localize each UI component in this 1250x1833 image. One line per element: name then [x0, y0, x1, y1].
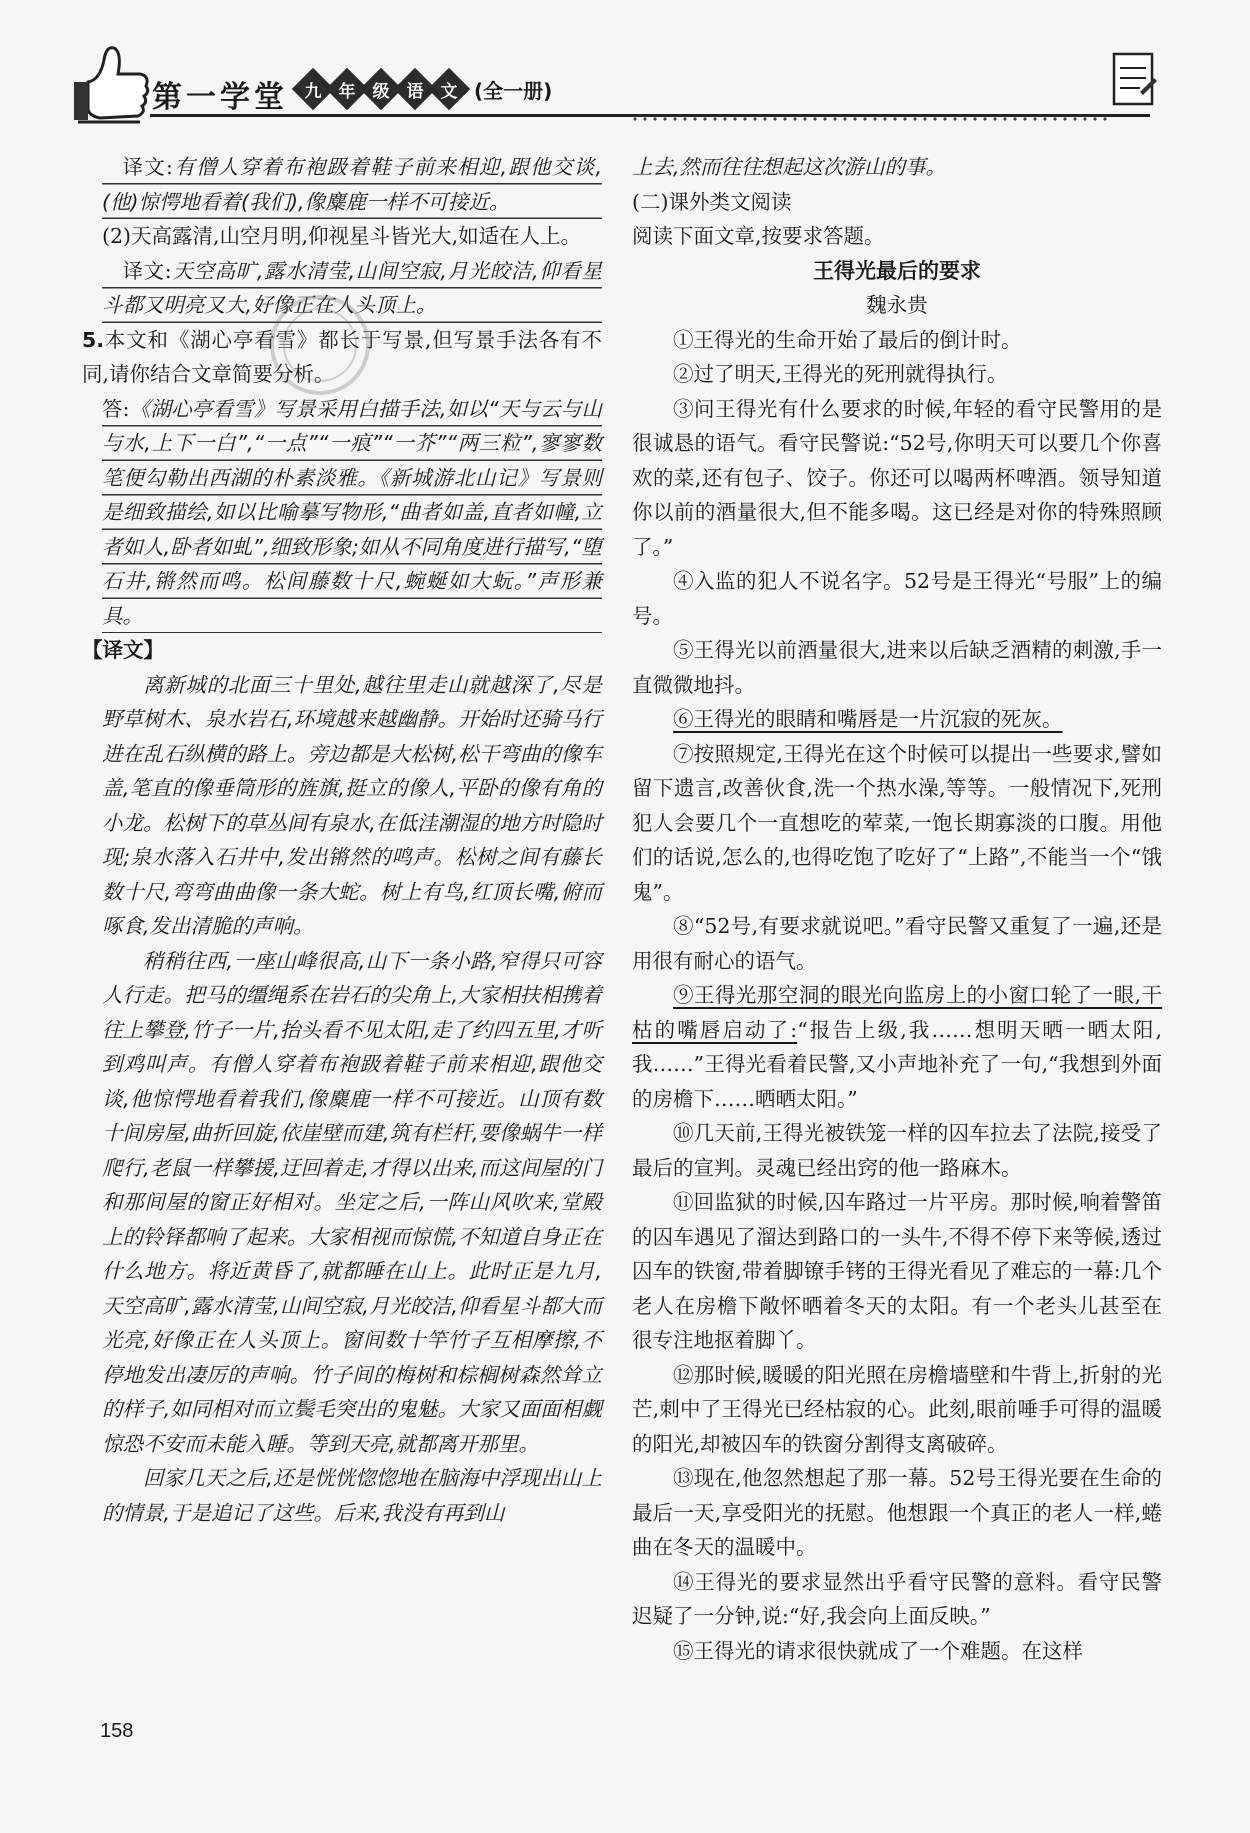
- article-paragraph: ⑮王得光的请求很快就成了一个难题。在这样: [673, 1638, 1083, 1663]
- article-paragraph: ⑨王得光那空洞的眼光向监房上的小窗口轮了一眼,干枯的嘴唇启动了:“报告上级,我……想明天晒一晒太阳,我……”王得光看着民警,又小声地补充了一句,“我想到外面的房檐下……晒晒太阳。”: [632, 983, 1162, 1111]
- translation-label: 译文:: [122, 258, 172, 283]
- question-number: 5.: [82, 327, 105, 352]
- question-2: (2)天高露清,山空月明,仰视星斗皆光大,如适在人上。: [102, 224, 582, 248]
- translation-label: 译文:: [122, 155, 173, 179]
- article-paragraph: ②过了明天,王得光的死刑就得执行。: [673, 362, 1008, 386]
- article-paragraph: ⑫那时候,暖暖的阳光照在房檐墙壁和牛背上,折射的光芒,刺中了王得光已经枯寂的心。此刻,眼前唾手可得的温暖的阳光,却被囚车的铁窗分割得支离破碎。: [632, 1362, 1162, 1456]
- instruction: 阅读下面文章,按要求答题。: [632, 224, 885, 248]
- stamp-watermark-icon: [265, 290, 375, 400]
- translation-answer-1: [102, 150, 602, 219]
- translation-paragraph: 稍稍往西,一座山峰很高,山下一条小路,窄得只可容人行走。把马的缰绳系在岩石的尖角上,大家相扶相携着往上攀登,竹子一片,抬头看不见太阳,走了约四五里,才听到鸡叫声。有僧人穿着布袍趿着鞋子前来相迎,跟他交谈,他惊愕地看着我们,像麋鹿一样不可接近。山顶有数十间房屋,曲折回旋,依崖壁而建,筑有栏杆,要像蜗牛一样爬行,老鼠一样攀援,迂回着走,才得以出来,而这间屋的门和那间屋的窗正好相对。坐定之后,一阵山风吹来,堂殿上的铃铎都响了起来。大家相视而惊慌,不知道自身正在什么地方。将近黄昏了,就都睡在山上。此时正是九月,天空高旷,露水清莹,山间空寂,月光皎洁,仰看星斗都大而光亮,好像正在人头顶上。窗间数十竿竹子互相摩擦,不停地发出凄厉的声响。竹子间的梅树和棕榈树森然耸立的样子,如同相对而立鬓毛突出的鬼魅。大家又面面相觑惊恐不安而未能入睡。等到天亮,就都离开那里。: [102, 948, 602, 1456]
- subject-char: 语: [394, 68, 436, 110]
- article-paragraph: ⑩几天前,王得光被铁笼一样的囚车拉去了法院,接受了最后的宣判。灵魂已经出窍的他一路麻木。: [632, 1121, 1162, 1180]
- translation-text: 有僧人穿着布袍趿着鞋子前来相迎,跟他交谈,(他)惊愕地看着(我们),像麋鹿一样不可接近。: [102, 155, 602, 214]
- notebook-icon: [1110, 48, 1158, 108]
- subject-char: 九: [292, 68, 334, 110]
- subject-char: 年: [326, 68, 368, 110]
- book-title: 第一学堂: [152, 80, 288, 115]
- translation-text: 天空高旷,露水清莹,山间空寂,月光皎洁,仰看星斗都又明亮又大,好像正在人头顶上。: [102, 258, 602, 317]
- answer-5: [102, 392, 602, 634]
- answer-text: 《湖心亭看雪》写景采用白描手法,如以“天与云与山与水,上下一白”,“一点”“一痕”“一芥”“两三粒”,寥寥数笔便勾勒出西湖的朴素淡雅。《新城游北山记》写景则是细致描绘,如以比喻摹写物形,“曲者如盖,直者如幢,立者如人,卧者如虬”,细致形象;如从不同角度进行描写,“堕石井,锵然而鸣。松间藤数十尺,蜿蜒如大蚖。”声形兼具。: [102, 396, 602, 628]
- subject-char: 级: [360, 68, 402, 110]
- article-paragraph: ③问王得光有什么要求的时候,年轻的看守民警用的是很诚恳的语气。看守民警说:“52号,你明天可以要几个你喜欢的菜,还有包子、饺子。你还可以喝两杯啤酒。领导知道你以前的酒量很大,但不能多喝。这已经是对你的特殊照顾了。”: [632, 396, 1162, 559]
- article-paragraph: ⑧“52号,有要求就说吧。”看守民警又重复了一遍,还是用很有耐心的语气。: [632, 914, 1162, 973]
- underlined-sentence: ⑥王得光的眼睛和嘴唇是一片沉寂的死灰。: [673, 707, 1063, 731]
- right-column: [632, 150, 1162, 1668]
- translation-paragraph: 回家几天之后,还是恍恍惚惚地在脑海中浮现出山上的情景,于是追记了这些。后来,我没有再到山: [102, 1466, 602, 1525]
- article-paragraph: ①王得光的生命开始了最后的倒计时。: [673, 327, 1022, 352]
- article-paragraph: ⑬现在,他忽然想起了那一幕。52号王得光要在生命的最后一天,享受阳光的抚慰。他想跟一个真正的老人一样,蜷曲在冬天的温暖中。: [632, 1466, 1162, 1559]
- page-number: 158: [100, 1720, 134, 1742]
- subject-banner: [298, 74, 552, 104]
- article-paragraph: [632, 702, 1162, 737]
- article-title: 王得光最后的要求: [813, 258, 981, 283]
- answer-label: 答:: [102, 396, 130, 421]
- edition-label: (全一册): [474, 78, 553, 103]
- translation-paragraph: 离新城的北面三十里处,越往里走山就越深了,尽是野草树木、泉水岩石,环境越来越幽静。开始时还骑马行进在乱石纵横的路上。旁边都是大松树,松干弯曲的像车盖,笔直的像垂筒形的旌旗,挺立的像人,平卧的像有角的小龙。松树下的草丛间有泉水,在低洼潮湿的地方时隐时现;泉水落入石井中,发出锵然的鸣声。松树之间有藤长数十尺,弯弯曲曲像一条大蛇。树上有鸟,红顶长嘴,俯而啄食,发出清脆的声响。: [102, 672, 602, 938]
- article-author: 魏永贵: [866, 293, 928, 317]
- article-paragraph: ⑤王得光以前酒量很大,进来以后缺乏酒精的刺激,手一直微微地抖。: [632, 638, 1162, 697]
- section-tag: 【译文】: [82, 638, 164, 662]
- subject-char: 文: [428, 68, 470, 110]
- translation-continuation: 上去,然而往往想起这次游山的事。: [632, 155, 947, 179]
- page-header: [70, 40, 1170, 140]
- article-paragraph: ⑦按照规定,王得光在这个时候可以提出一些要求,譬如留下遗言,改善伙食,洗一个热水澡,等等。一般情况下,死刑犯人会要几个一直想吃的荤菜,一饱长期寡淡的口腹。用他们的话说,怎么的,也得吃饱了吃好了“上路”,不能当一个“饿鬼”。: [632, 741, 1162, 904]
- thumbs-up-icon: [70, 40, 150, 130]
- article-paragraph: ④入监的犯人不说名字。52号是王得光“号服”上的编号。: [632, 569, 1162, 628]
- article-paragraph: ⑪回监狱的时候,囚车路过一片平房。那时候,响着警笛的囚车遇见了溜达到路口的一头牛,不得不停下来等候,透过囚车的铁窗,带着脚镣手铐的王得光看见了难忘的一幕:几个老人在房檐下敞怀晒着冬天的太阳。有一个老头儿甚至在很专注地抠着脚丫。: [632, 1190, 1162, 1352]
- section-heading: (二)课外类文阅读: [632, 189, 792, 214]
- underlined-sentence: ⑨王得光那空洞的眼光向监房上的小窗口轮了一眼,干枯的嘴唇启动了:: [632, 983, 1162, 1042]
- header-dot-band: [630, 114, 1110, 124]
- article-paragraph: ⑭王得光的要求显然出乎看守民警的意料。看守民警迟疑了一分钟,说:“好,我会向上面反映。”: [632, 1569, 1162, 1628]
- question-text: 本文和《湖心亭看雪》都长于写景,但写景手法各有不同,请你结合文章简要分析。: [82, 327, 602, 386]
